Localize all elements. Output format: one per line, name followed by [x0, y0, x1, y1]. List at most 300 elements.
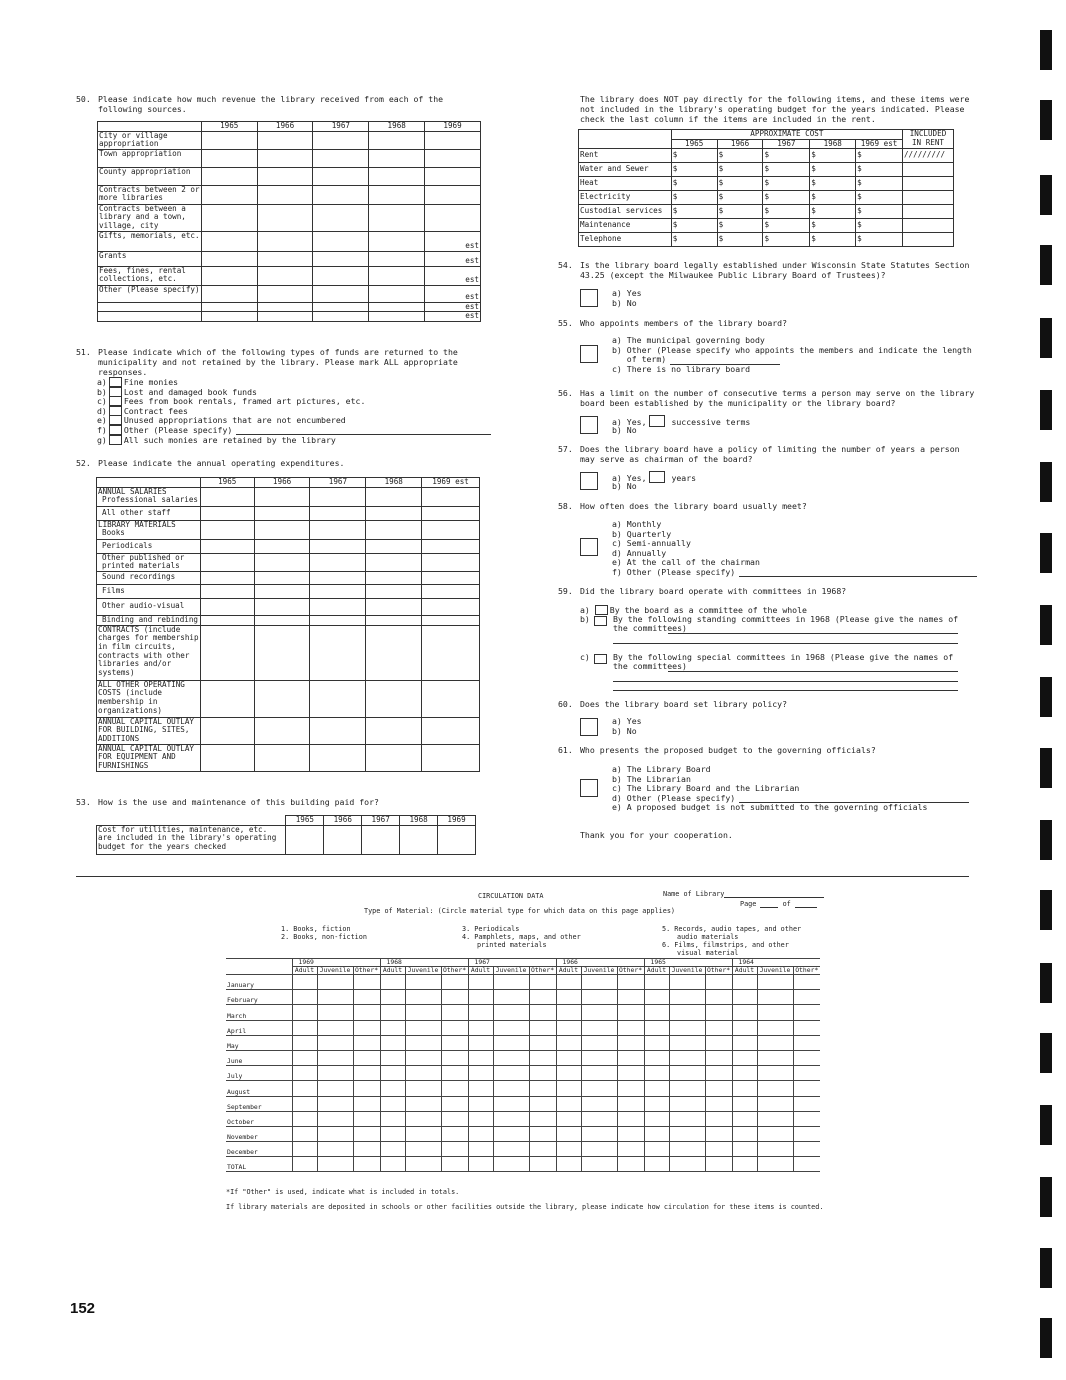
circulation-cell[interactable] — [493, 975, 529, 990]
circulation-cell[interactable] — [581, 1111, 617, 1126]
circulation-cell[interactable] — [353, 1081, 380, 1096]
value-cell[interactable] — [425, 131, 481, 149]
cost-cell[interactable]: $ — [810, 177, 856, 191]
circulation-cell[interactable] — [468, 975, 493, 990]
circulation-cell[interactable] — [441, 1111, 468, 1126]
value-cell[interactable] — [257, 149, 313, 167]
value-cell[interactable] — [313, 285, 369, 302]
circulation-cell[interactable] — [757, 1111, 793, 1126]
circulation-cell[interactable] — [732, 1126, 757, 1141]
value-cell[interactable] — [257, 231, 313, 251]
answer-box[interactable] — [580, 416, 598, 434]
cost-cell[interactable]: $ — [671, 163, 717, 177]
option[interactable]: e) At the call of the chairman — [612, 557, 760, 568]
option[interactable]: c) Semi-annually — [612, 538, 691, 549]
cost-cell[interactable]: $ — [717, 205, 763, 219]
checkbox[interactable] — [109, 425, 122, 435]
value-cell[interactable] — [254, 615, 310, 625]
circulation-cell[interactable] — [617, 1111, 644, 1126]
circulation-cell[interactable] — [757, 1157, 793, 1172]
circulation-cell[interactable] — [793, 1005, 820, 1020]
included-in-rent-cell[interactable] — [902, 163, 953, 177]
value-cell[interactable] — [366, 584, 422, 598]
value-cell[interactable] — [310, 598, 366, 615]
circulation-cell[interactable] — [617, 975, 644, 990]
cost-cell[interactable]: $ — [717, 191, 763, 205]
value-cell[interactable] — [310, 539, 366, 553]
circulation-cell[interactable] — [556, 1126, 581, 1141]
circulation-cell[interactable] — [669, 1035, 705, 1050]
cost-cell[interactable]: $ — [717, 219, 763, 233]
option[interactable]: a) The municipal governing body — [612, 335, 765, 345]
answer-box[interactable] — [580, 538, 598, 556]
years-box[interactable] — [649, 471, 665, 483]
value-cell[interactable] — [310, 520, 366, 539]
value-cell[interactable] — [366, 553, 422, 571]
circulation-cell[interactable] — [793, 1111, 820, 1126]
circulation-cell[interactable] — [468, 1111, 493, 1126]
value-cell[interactable] — [254, 487, 310, 506]
circulation-cell[interactable] — [581, 1142, 617, 1157]
option[interactable]: c) The Library Board and the Librarian — [612, 783, 800, 794]
circulation-cell[interactable] — [757, 1005, 793, 1020]
value-cell[interactable] — [422, 625, 480, 680]
circulation-cell[interactable] — [441, 1081, 468, 1096]
material-type[interactable]: 5. Records, audio tapes, and other audio materials — [662, 925, 802, 941]
circulation-cell[interactable] — [493, 1081, 529, 1096]
value-cell[interactable] — [422, 520, 480, 539]
circulation-cell[interactable] — [669, 990, 705, 1005]
circulation-cell[interactable] — [405, 1050, 441, 1065]
page-input[interactable] — [760, 901, 778, 908]
checkbox[interactable] — [594, 616, 607, 626]
value-cell[interactable] — [310, 506, 366, 520]
answer-line[interactable] — [668, 671, 958, 672]
circulation-cell[interactable] — [529, 1081, 556, 1096]
value-cell[interactable] — [422, 744, 480, 771]
cost-cell[interactable]: $ — [810, 191, 856, 205]
value-cell[interactable] — [201, 167, 257, 185]
circulation-cell[interactable] — [405, 1020, 441, 1035]
circulation-cell[interactable] — [581, 1020, 617, 1035]
circulation-cell[interactable] — [669, 1126, 705, 1141]
circulation-cell[interactable] — [405, 1035, 441, 1050]
circulation-cell[interactable] — [380, 1066, 405, 1081]
answer-line[interactable] — [613, 690, 958, 691]
page-total-input[interactable] — [795, 901, 817, 908]
circulation-cell[interactable] — [617, 990, 644, 1005]
value-cell[interactable] — [366, 744, 422, 771]
row-label[interactable] — [98, 312, 202, 322]
circulation-cell[interactable] — [317, 1157, 353, 1172]
value-cell[interactable] — [313, 149, 369, 167]
circulation-cell[interactable] — [617, 1005, 644, 1020]
value-cell[interactable] — [425, 149, 481, 167]
circulation-cell[interactable] — [757, 1081, 793, 1096]
value-cell[interactable]: est — [425, 302, 481, 312]
cost-cell[interactable]: $ — [763, 163, 810, 177]
circulation-cell[interactable] — [732, 975, 757, 990]
circulation-cell[interactable] — [353, 1142, 380, 1157]
circulation-cell[interactable] — [644, 990, 669, 1005]
value-cell[interactable] — [200, 598, 254, 615]
circulation-cell[interactable] — [669, 1081, 705, 1096]
cost-cell[interactable]: $ — [763, 177, 810, 191]
circulation-cell[interactable] — [644, 1050, 669, 1065]
circulation-cell[interactable] — [705, 1005, 732, 1020]
check-cell[interactable] — [286, 825, 324, 854]
value-cell[interactable] — [201, 251, 257, 266]
circulation-cell[interactable] — [556, 990, 581, 1005]
checkbox[interactable] — [109, 396, 122, 406]
option[interactable]: a) Yes — [612, 716, 642, 726]
value-cell[interactable] — [254, 717, 310, 744]
circulation-cell[interactable] — [529, 1096, 556, 1111]
circulation-cell[interactable] — [757, 1126, 793, 1141]
value-cell[interactable] — [201, 204, 257, 231]
value-cell[interactable] — [422, 598, 480, 615]
value-cell[interactable] — [200, 717, 254, 744]
circulation-cell[interactable] — [493, 1020, 529, 1035]
circulation-cell[interactable] — [380, 1157, 405, 1172]
circulation-cell[interactable] — [732, 1020, 757, 1035]
check-cell[interactable] — [400, 825, 438, 854]
value-cell[interactable] — [313, 131, 369, 149]
value-cell[interactable] — [254, 680, 310, 717]
circulation-cell[interactable] — [757, 1020, 793, 1035]
circulation-cell[interactable] — [732, 1157, 757, 1172]
material-type[interactable]: 1. Books, fiction — [281, 925, 351, 933]
value-cell[interactable] — [257, 302, 313, 312]
value-cell[interactable]: est — [425, 312, 481, 322]
value-cell[interactable] — [200, 680, 254, 717]
circulation-cell[interactable] — [353, 975, 380, 990]
circulation-cell[interactable] — [529, 1142, 556, 1157]
cost-cell[interactable]: $ — [671, 149, 717, 163]
circulation-cell[interactable] — [793, 1157, 820, 1172]
circulation-cell[interactable] — [317, 1142, 353, 1157]
circulation-cell[interactable] — [617, 1066, 644, 1081]
circulation-cell[interactable] — [556, 1050, 581, 1065]
circulation-cell[interactable] — [493, 1005, 529, 1020]
circulation-cell[interactable] — [793, 1020, 820, 1035]
value-cell[interactable] — [366, 680, 422, 717]
circulation-cell[interactable] — [669, 1096, 705, 1111]
answer-box[interactable] — [580, 472, 598, 490]
cost-cell[interactable]: $ — [763, 191, 810, 205]
circulation-cell[interactable] — [556, 1157, 581, 1172]
material-type[interactable]: 6. Films, filmstrips, and other visual material — [662, 941, 789, 957]
value-cell[interactable] — [366, 615, 422, 625]
option[interactable]: d) Annually — [612, 547, 667, 558]
value-cell[interactable] — [366, 520, 422, 539]
circulation-cell[interactable] — [353, 1126, 380, 1141]
circulation-cell[interactable] — [317, 1020, 353, 1035]
option[interactable]: c) There is no library board — [612, 363, 751, 374]
option[interactable]: a) Yes — [612, 288, 642, 298]
cost-cell[interactable]: $ — [671, 205, 717, 219]
checkbox[interactable] — [109, 387, 122, 397]
included-in-rent-cell[interactable] — [902, 233, 953, 247]
circulation-cell[interactable] — [380, 1142, 405, 1157]
circulation-cell[interactable] — [317, 1111, 353, 1126]
circulation-cell[interactable] — [793, 975, 820, 990]
circulation-cell[interactable] — [380, 1081, 405, 1096]
value-cell[interactable] — [310, 584, 366, 598]
circulation-cell[interactable] — [581, 1157, 617, 1172]
value-cell[interactable] — [254, 520, 310, 539]
cost-cell[interactable]: $ — [717, 233, 763, 247]
cost-cell[interactable]: $ — [671, 177, 717, 191]
circulation-cell[interactable] — [793, 1066, 820, 1081]
circulation-cell[interactable] — [353, 1035, 380, 1050]
value-cell[interactable] — [369, 167, 425, 185]
circulation-cell[interactable] — [617, 1157, 644, 1172]
circulation-cell[interactable] — [468, 1126, 493, 1141]
circulation-cell[interactable] — [353, 1020, 380, 1035]
material-type[interactable]: 2. Books, non-fiction — [281, 933, 367, 941]
value-cell[interactable] — [254, 506, 310, 520]
circulation-cell[interactable] — [405, 1096, 441, 1111]
option[interactable]: e) A proposed budget is not submitted to the governing officials — [612, 802, 928, 813]
circulation-cell[interactable] — [380, 975, 405, 990]
circulation-cell[interactable] — [705, 1126, 732, 1141]
answer-line[interactable] — [613, 681, 958, 682]
circulation-cell[interactable] — [581, 1050, 617, 1065]
circulation-cell[interactable] — [353, 990, 380, 1005]
circulation-cell[interactable] — [380, 1005, 405, 1020]
cost-cell[interactable]: $ — [810, 163, 856, 177]
option[interactable]: b) Other (Please specify who appoints the members and indicate the length — [612, 344, 972, 355]
cost-cell[interactable]: $ — [810, 205, 856, 219]
value-cell[interactable] — [200, 520, 254, 539]
material-type[interactable]: 4. Pamphlets, maps, and other printed materials — [462, 933, 581, 949]
value-cell[interactable] — [310, 625, 366, 680]
circulation-cell[interactable] — [732, 1096, 757, 1111]
circulation-cell[interactable] — [644, 1096, 669, 1111]
value-cell[interactable] — [422, 680, 480, 717]
value-cell[interactable] — [200, 553, 254, 571]
value-cell[interactable] — [201, 285, 257, 302]
value-cell[interactable] — [369, 302, 425, 312]
circulation-cell[interactable] — [317, 1050, 353, 1065]
circulation-cell[interactable] — [669, 1050, 705, 1065]
circulation-cell[interactable] — [292, 1081, 317, 1096]
circulation-cell[interactable] — [292, 1035, 317, 1050]
circulation-cell[interactable] — [317, 975, 353, 990]
circulation-cell[interactable] — [757, 1096, 793, 1111]
circulation-cell[interactable] — [405, 1142, 441, 1157]
circulation-cell[interactable] — [292, 1005, 317, 1020]
cost-cell[interactable]: $ — [810, 149, 856, 163]
circulation-cell[interactable] — [581, 975, 617, 990]
value-cell[interactable] — [254, 584, 310, 598]
circulation-cell[interactable] — [353, 1157, 380, 1172]
included-in-rent-cell[interactable] — [902, 177, 953, 191]
circulation-cell[interactable] — [793, 1050, 820, 1065]
answer-line[interactable] — [739, 569, 977, 577]
checkbox[interactable] — [109, 415, 122, 425]
cost-cell[interactable]: $ — [671, 233, 717, 247]
circulation-cell[interactable] — [292, 1126, 317, 1141]
value-cell[interactable] — [254, 539, 310, 553]
value-cell[interactable]: est — [425, 251, 481, 266]
circulation-cell[interactable] — [757, 1035, 793, 1050]
circulation-cell[interactable] — [317, 1081, 353, 1096]
answer-box[interactable] — [580, 345, 598, 363]
circulation-cell[interactable] — [468, 1081, 493, 1096]
circulation-cell[interactable] — [317, 1096, 353, 1111]
circulation-cell[interactable] — [705, 990, 732, 1005]
value-cell[interactable] — [366, 539, 422, 553]
cost-cell[interactable]: $ — [717, 149, 763, 163]
circulation-cell[interactable] — [732, 1142, 757, 1157]
option[interactable]: d) Other (Please specify) — [612, 792, 736, 803]
circulation-cell[interactable] — [793, 990, 820, 1005]
circulation-cell[interactable] — [669, 1020, 705, 1035]
value-cell[interactable] — [201, 185, 257, 204]
circulation-cell[interactable] — [468, 1157, 493, 1172]
cost-cell[interactable]: $ — [856, 177, 903, 191]
value-cell[interactable] — [313, 312, 369, 322]
value-cell[interactable] — [201, 266, 257, 285]
circulation-cell[interactable] — [793, 1081, 820, 1096]
circulation-cell[interactable] — [669, 1142, 705, 1157]
circulation-cell[interactable] — [292, 1142, 317, 1157]
circulation-cell[interactable] — [556, 1020, 581, 1035]
circulation-cell[interactable] — [556, 1005, 581, 1020]
circulation-cell[interactable] — [468, 1005, 493, 1020]
library-name-input[interactable] — [724, 891, 824, 898]
circulation-cell[interactable] — [705, 1066, 732, 1081]
circulation-cell[interactable] — [669, 1111, 705, 1126]
value-cell[interactable] — [201, 302, 257, 312]
value-cell[interactable] — [425, 185, 481, 204]
circulation-cell[interactable] — [493, 1035, 529, 1050]
value-cell[interactable] — [310, 680, 366, 717]
cost-cell[interactable]: $ — [763, 149, 810, 163]
circulation-cell[interactable] — [405, 975, 441, 990]
circulation-cell[interactable] — [581, 1066, 617, 1081]
value-cell[interactable] — [366, 487, 422, 506]
value-cell[interactable] — [366, 598, 422, 615]
checkbox[interactable] — [594, 654, 607, 664]
circulation-cell[interactable] — [292, 1020, 317, 1035]
checkbox[interactable] — [595, 605, 608, 615]
circulation-cell[interactable] — [644, 975, 669, 990]
cost-cell[interactable]: $ — [856, 163, 903, 177]
circulation-cell[interactable] — [705, 1157, 732, 1172]
cost-cell[interactable]: $ — [810, 219, 856, 233]
circulation-cell[interactable] — [793, 1096, 820, 1111]
circulation-cell[interactable] — [732, 1066, 757, 1081]
check-cell[interactable] — [324, 825, 362, 854]
circulation-cell[interactable] — [380, 1035, 405, 1050]
value-cell[interactable] — [257, 167, 313, 185]
circulation-cell[interactable] — [556, 1035, 581, 1050]
value-cell[interactable] — [422, 487, 480, 506]
value-cell[interactable] — [425, 167, 481, 185]
value-cell[interactable]: est — [425, 231, 481, 251]
answer-line[interactable] — [668, 633, 958, 634]
circulation-cell[interactable] — [380, 990, 405, 1005]
circulation-cell[interactable] — [644, 1126, 669, 1141]
value-cell[interactable] — [201, 231, 257, 251]
circulation-cell[interactable] — [441, 975, 468, 990]
cost-cell[interactable]: $ — [856, 219, 903, 233]
circulation-cell[interactable] — [793, 1035, 820, 1050]
circulation-cell[interactable] — [757, 990, 793, 1005]
circulation-cell[interactable] — [669, 1005, 705, 1020]
circulation-cell[interactable] — [317, 990, 353, 1005]
circulation-cell[interactable] — [529, 1126, 556, 1141]
value-cell[interactable] — [200, 571, 254, 584]
circulation-cell[interactable] — [468, 1142, 493, 1157]
value-cell[interactable] — [422, 506, 480, 520]
value-cell[interactable] — [310, 487, 366, 506]
circulation-cell[interactable] — [581, 1126, 617, 1141]
circulation-cell[interactable] — [493, 1111, 529, 1126]
circulation-cell[interactable] — [441, 1096, 468, 1111]
value-cell[interactable] — [313, 185, 369, 204]
circulation-cell[interactable] — [732, 990, 757, 1005]
circulation-cell[interactable] — [705, 1081, 732, 1096]
circulation-cell[interactable] — [405, 990, 441, 1005]
circulation-cell[interactable] — [644, 1005, 669, 1020]
circulation-cell[interactable] — [529, 1005, 556, 1020]
circulation-cell[interactable] — [468, 1020, 493, 1035]
circulation-cell[interactable] — [405, 1066, 441, 1081]
circulation-cell[interactable] — [556, 1066, 581, 1081]
circulation-cell[interactable] — [556, 1111, 581, 1126]
circulation-cell[interactable] — [529, 1020, 556, 1035]
value-cell[interactable] — [200, 539, 254, 553]
circulation-cell[interactable] — [441, 1020, 468, 1035]
circulation-cell[interactable] — [705, 1020, 732, 1035]
value-cell[interactable] — [313, 251, 369, 266]
value-cell[interactable] — [369, 251, 425, 266]
value-cell[interactable] — [200, 744, 254, 771]
value-cell[interactable] — [422, 539, 480, 553]
circulation-cell[interactable] — [732, 1081, 757, 1096]
circulation-cell[interactable] — [581, 1035, 617, 1050]
value-cell[interactable]: est — [425, 266, 481, 285]
value-cell[interactable] — [369, 185, 425, 204]
value-cell[interactable] — [313, 204, 369, 231]
circulation-cell[interactable] — [669, 1157, 705, 1172]
circulation-cell[interactable] — [705, 1096, 732, 1111]
cost-cell[interactable]: $ — [717, 177, 763, 191]
circulation-cell[interactable] — [441, 1035, 468, 1050]
circulation-cell[interactable] — [405, 1126, 441, 1141]
value-cell[interactable] — [257, 185, 313, 204]
answer-line[interactable] — [613, 643, 958, 644]
circulation-cell[interactable] — [617, 1142, 644, 1157]
checkbox[interactable] — [109, 377, 122, 387]
value-cell[interactable] — [422, 571, 480, 584]
circulation-cell[interactable] — [556, 1142, 581, 1157]
option[interactable]: a) The Library Board — [612, 764, 711, 774]
circulation-cell[interactable] — [441, 990, 468, 1005]
circulation-cell[interactable] — [405, 1005, 441, 1020]
circulation-cell[interactable] — [468, 1050, 493, 1065]
value-cell[interactable]: est — [425, 285, 481, 302]
cost-cell[interactable]: $ — [671, 191, 717, 205]
circulation-cell[interactable] — [581, 1096, 617, 1111]
option[interactable]: b) The Librarian — [612, 773, 691, 784]
value-cell[interactable] — [254, 625, 310, 680]
value-cell[interactable] — [200, 615, 254, 625]
